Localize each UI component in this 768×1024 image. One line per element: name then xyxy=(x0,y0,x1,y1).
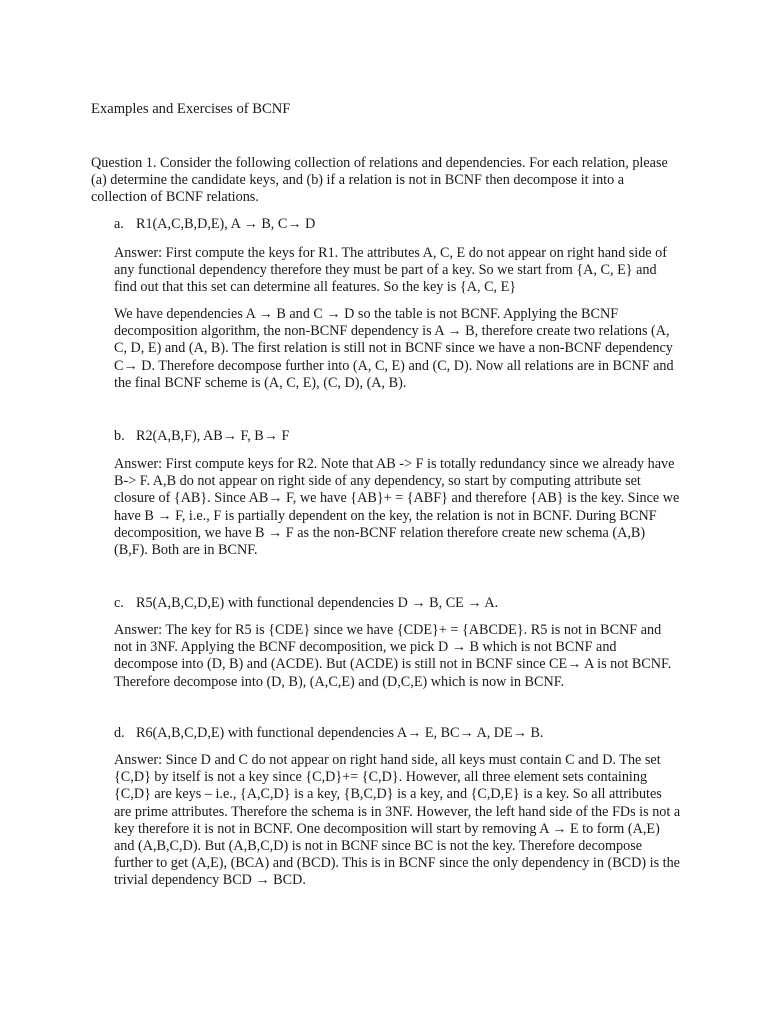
item-a-answer-paragraph-1: Answer: First compute the keys for R1. The attributes A, C, E do not appear on right hand side of any functional dependency therefore they must be part of a key. So we start from {A, C, E} and find out that this set can determine all features. So the key is {A, C, E} xyxy=(114,245,667,296)
item-a-answer-paragraph-2: We have dependencies A → B and C → D so the table is not BCNF. Applying the BCNF decomposition algorithm, the non-BCNF dependency is A → B, therefore create two relations (A, C, D, E) and (A, B). The first relation is still not in BCNF since we have a non-BCNF dependency C→ D. Therefore decompose further into (A, C, E) and (C, D). Now all relations are in BCNF and the final BCNF scheme is (A, C, E), (C, D), (A, B). xyxy=(114,306,674,391)
document-title: Examples and Exercises of BCNF xyxy=(91,101,291,117)
item-b-letter: b. xyxy=(114,428,125,444)
item-d-heading xyxy=(114,725,684,742)
item-c-relation: R5(A,B,C,D,E) with functional dependencies D → B, CE → A. xyxy=(136,595,499,611)
item-b-relation: R2(A,B,F), AB→ F, B→ F xyxy=(136,428,290,444)
item-c-answer-paragraph: Answer: The key for R5 is {CDE} since we have {CDE}+ = {ABCDE}. R5 is not in BCNF and not in 3NF. Applying the BCNF decomposition, we pick D → B which is not BCNF and decompose into (D, B) and (ACDE). But (ACDE) is still not in BCNF since CE→ A is not BCNF. Therefore decompose into (D, B), (A,C,E) and (D,C,E) which is now in BCNF. xyxy=(114,622,672,690)
item-b-answer-paragraph: Answer: First compute keys for R2. Note that AB -> F is totally redundancy since we already have B-> F. A,B do not appear on right side of any dependency, so start by computing attribute set closure of {AB}. Since AB→ F, we have {AB}+ = {ABF} and therefore {AB} is the key. Since we have B → F, i.e., F is partially dependent on the key, the relation is not in BCNF. During BCNF decomposition, we have B → F as the non-BCNF relation therefore create new schema (A,B) (B,F). Both are in BCNF. xyxy=(114,456,680,559)
question-1-text: Question 1. Consider the following collection of relations and dependencies. For each relation, please (a) determine the candidate keys, and (b) if a relation is not in BCNF then decompose it into a collection of BCNF relations. xyxy=(91,155,668,206)
item-d-letter: d. xyxy=(114,725,125,741)
item-c-letter: c. xyxy=(114,595,124,611)
item-a-heading xyxy=(114,216,684,233)
item-c-heading xyxy=(114,595,684,612)
item-a-relation: R1(A,C,B,D,E), A → B, C→ D xyxy=(136,216,316,232)
item-d-relation: R6(A,B,C,D,E) with functional dependencies A→ E, BC→ A, DE→ B. xyxy=(136,725,544,741)
item-b-heading xyxy=(114,428,684,445)
item-a-letter: a. xyxy=(114,216,124,232)
item-d-answer-paragraph: Answer: Since D and C do not appear on right hand side, all keys must contain C and D. The set {C,D} by itself is not a key since {C,D}+= {C,D}. However, all three element sets containing {C,D} are keys – i.e., {A,C,D} is a key, {B,C,D} is a key, and {C,D,E} is a key. So all attributes are prime attributes. Therefore the schema is in 3NF. However, the left hand side of the FDs is not a key therefore it is not in BCNF. One decomposition will start by removing A → E to form (A,E) and (A,B,C,D). But (A,B,C,D) is not in BCNF since BC is not the key. Therefore decompose further to get (A,E), (BCA) and (BCD). This is in BCNF since the only dependency in (BCD) is the trivial dependency BCD → BCD. xyxy=(114,752,681,889)
